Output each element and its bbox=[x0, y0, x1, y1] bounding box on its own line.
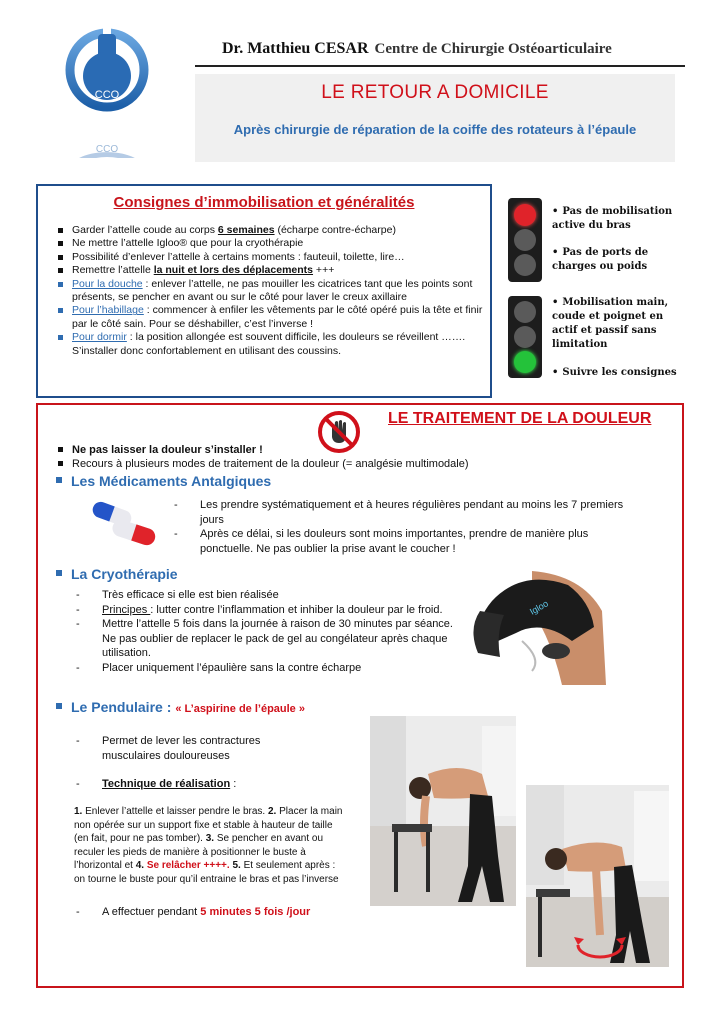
medicaments-list bbox=[172, 498, 642, 556]
technique-heading-list bbox=[74, 777, 334, 792]
immobilisation-list bbox=[54, 224, 484, 358]
red-legend-2: • Pas de ports de charges ou poids bbox=[552, 247, 649, 272]
immobilisation-title: Consignes d’immobilisation et généralités bbox=[113, 194, 415, 211]
logo-reflection-text: CCO bbox=[95, 144, 119, 155]
list-item: Recours à plusieurs modes de traitement de la douleur (= analgésie multimodale) bbox=[56, 457, 469, 471]
list-item: Pour l’habillage : commencer à enfiler les vêtements par le côté opéré puis la tête et finir par le côté sain. Pour se déshabiller, c’est l’inverse ! bbox=[54, 304, 484, 331]
list-item: - Les prendre systématiquement et à heures régulières pendant au moins les 7 premiers jours bbox=[172, 498, 642, 527]
list-item: - Permet de lever les contractures musculaires douloureuses bbox=[74, 734, 284, 763]
cryotherapie-list bbox=[74, 588, 454, 676]
pendulaire-photo-1 bbox=[370, 716, 516, 906]
cco-logo bbox=[62, 28, 152, 158]
final-instruction-list bbox=[74, 905, 374, 920]
title-box bbox=[195, 74, 675, 162]
green-lamp-icon bbox=[514, 351, 536, 373]
list-item: Ne pas laisser la douleur s’installer ! bbox=[56, 443, 469, 457]
douche-label: Pour la douche bbox=[72, 277, 143, 290]
list-item: - Très efficace si elle est bien réalisée bbox=[74, 588, 454, 603]
off-lamp-icon bbox=[514, 229, 536, 251]
list-item: - Mettre l’attelle 5 fois dans la journée à raison de 30 minutes par séance. Ne pas oublier de replacer le pack de gel au congélateur après chaque utilisation. bbox=[74, 617, 454, 661]
traffic-light-red bbox=[508, 198, 542, 282]
list-item: Garder l’attelle coude au corps 6 semaines (écharpe contre-écharpe) bbox=[54, 224, 484, 237]
final-instruction: - A effectuer pendant 5 minutes 5 fois /jour bbox=[74, 905, 374, 920]
list-item: - Principes : lutter contre l’inflammation et inhiber la douleur par le froid. bbox=[74, 603, 454, 618]
centre-name: Centre de Chirurgie Ostéoarticulaire bbox=[374, 41, 612, 57]
technique-heading: - Technique de réalisation : bbox=[74, 777, 334, 792]
off-lamp-icon bbox=[514, 301, 536, 323]
header-rule bbox=[195, 65, 685, 67]
pendulaire-heading: Le Pendulaire : « L’aspirine de l’épaule » bbox=[56, 699, 305, 715]
red-lamp-icon bbox=[514, 204, 536, 226]
immobilisation-box bbox=[36, 184, 492, 398]
medicaments-heading: Les Médicaments Antalgiques bbox=[56, 473, 271, 489]
pendulaire-photo-2 bbox=[526, 785, 669, 967]
list-item: Pour dormir : la position allongée est souvent difficile, les douleurs se réveillent ……. S’installer donc confortablement en utilisant des coussins. bbox=[54, 331, 484, 358]
list-item: Pour la douche : enlever l’attelle, ne pas mouiller les cicatrices tant que les points sont présents, se pencher en avant ou sur le côté pour laver le creux axillaire bbox=[54, 278, 484, 305]
list-item: Ne mettre l’attelle Igloo® que pour la cryothérapie bbox=[54, 237, 484, 250]
green-legend-1: • Mobilisation main, coude et poignet en actif et passif sans limitation bbox=[552, 297, 669, 350]
pills-icon bbox=[88, 500, 160, 546]
page-subtitle: Après chirurgie de réparation de la coiffe des rotateurs à l’épaule bbox=[233, 122, 637, 137]
cryotherapie-heading: La Cryothérapie bbox=[56, 566, 178, 582]
igloo-brand-text: Igloo bbox=[528, 598, 550, 617]
pendulaire-list bbox=[74, 734, 284, 763]
list-item: Remettre l’attelle la nuit et lors des déplacements +++ bbox=[54, 264, 484, 277]
list-item: - Après ce délai, si les douleurs sont moins importantes, prendre de manière plus ponctuelle. Ne pas oublier la prise avant le coucher ! bbox=[172, 527, 642, 556]
igloo-cryotherapy-photo bbox=[472, 571, 608, 685]
logo-text: CCO bbox=[94, 89, 120, 101]
doctor-name: Dr. Matthieu CESAR bbox=[222, 40, 369, 57]
technique-steps: 1. Enlever l’attelle et laisser pendre le bras. 2. Placer la main non opérée sur un support fixe et stable à hauteur de taille (en fait, pour ne pas tomber). 3. Se pencher en avant ou reculer les pieds de manière à positionner le buste à l’horizontal et 4. Se relâcher ++++. 5. Et seulement après : on tourne le buste pour qu’il entraine le bras et pas l’inverse bbox=[74, 806, 343, 885]
green-legend-2: • Suivre les consignes bbox=[552, 367, 677, 378]
off-lamp-icon bbox=[514, 254, 536, 276]
page-title: LE RETOUR A DOMICILE bbox=[321, 82, 549, 103]
douleur-intro-list bbox=[56, 443, 469, 471]
habillage-label: Pour l’habillage bbox=[72, 304, 144, 317]
douleur-title: LE TRAITEMENT DE LA DOULEUR bbox=[388, 410, 652, 427]
dormir-label: Pour dormir bbox=[72, 331, 127, 344]
list-item: Possibilité d’enlever l’attelle à certains moments : fauteuil, toilette, lire… bbox=[54, 251, 484, 264]
list-item: - Placer uniquement l’épaulière sans la contre écharpe bbox=[74, 661, 454, 676]
doctor-header bbox=[222, 40, 612, 58]
traffic-light-green bbox=[508, 296, 542, 378]
off-lamp-icon bbox=[514, 326, 536, 348]
red-legend-1: • Pas de mobilisation active du bras bbox=[552, 206, 673, 231]
